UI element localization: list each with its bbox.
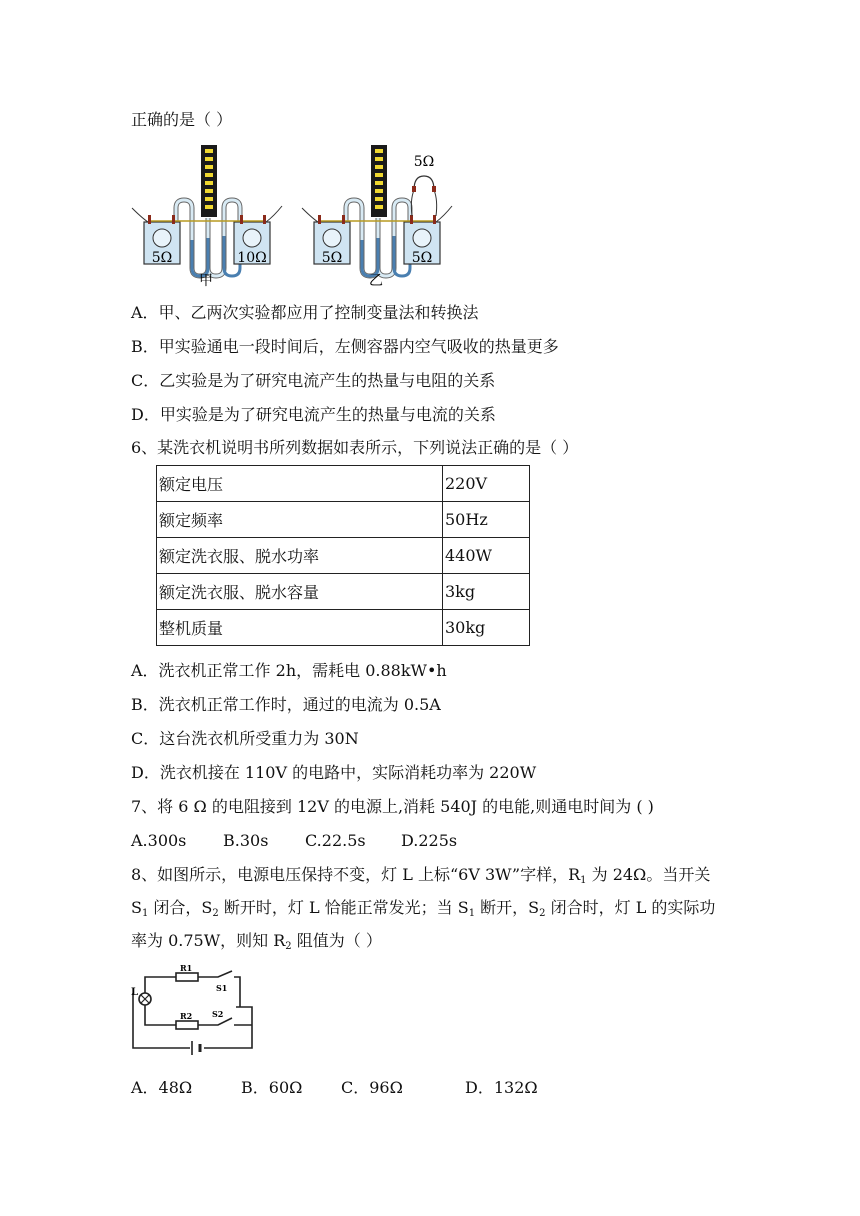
q8-l2-e: 闭合时，灯 L 的实际功 bbox=[545, 898, 716, 917]
jia-left-resistance: 5Ω bbox=[151, 250, 173, 266]
table-row bbox=[157, 610, 530, 646]
table-row bbox=[157, 502, 530, 538]
q5-option-b: B．甲实验通电一段时间后，左侧容器内空气吸收的热量更多 bbox=[131, 337, 559, 356]
q8-l2-b: 闭合，S bbox=[148, 898, 213, 917]
q8-stem-line-2 bbox=[131, 898, 715, 924]
q7-stem: 7、将 6 Ω 的电阻接到 12V 的电源上,消耗 540J 的电能,则通电时间为 ( ) bbox=[131, 797, 654, 816]
q6-option-d: D．洗衣机接在 110V 的电路中，实际消耗功率为 220W bbox=[131, 763, 537, 782]
q7-option-a: A.300s bbox=[131, 831, 187, 850]
lamp-label: L bbox=[131, 987, 139, 998]
q8-options bbox=[131, 1078, 538, 1098]
spec-key: 整机质量 bbox=[157, 610, 443, 646]
q8-option-b: B．60Ω bbox=[241, 1078, 303, 1097]
q8-option-d: D．132Ω bbox=[465, 1078, 538, 1097]
q7-options bbox=[131, 831, 457, 851]
spec-key: 额定洗衣服、脱水功率 bbox=[157, 538, 443, 574]
q8-l2-d: 断开，S bbox=[475, 898, 540, 917]
q8-stem-line-3 bbox=[131, 931, 382, 957]
yi-parallel-resistance: 5Ω bbox=[413, 154, 435, 170]
q8-l2-c: 断开时，灯 L 恰能正常发光；当 S bbox=[218, 898, 469, 917]
q8-l2-sub3: 1 bbox=[468, 908, 476, 919]
spec-value: 3kg bbox=[443, 574, 530, 610]
q8-l1-b: 为 24Ω。当开关 bbox=[586, 865, 711, 884]
q8-l2-a: S bbox=[131, 898, 142, 917]
r1-label: R1 bbox=[180, 965, 193, 973]
spec-value: 220V bbox=[443, 466, 530, 502]
q5-option-c: C．乙实验是为了研究电流产生的热量与电阻的关系 bbox=[131, 371, 496, 390]
table-row bbox=[157, 538, 530, 574]
q7-option-b: B.30s bbox=[223, 831, 269, 850]
q6-stem: 6、某洗衣机说明书所列数据如表所示，下列说法正确的是（ ） bbox=[131, 438, 579, 457]
q8-l2-sub2: 2 bbox=[212, 908, 219, 919]
q8-l1-sub: 1 bbox=[580, 875, 587, 886]
jia-label: 甲 bbox=[199, 273, 213, 289]
q5-option-a: A．甲、乙两次实验都应用了控制变量法和转换法 bbox=[131, 303, 479, 322]
q7-option-d: D.225s bbox=[401, 831, 458, 850]
q8-l3-a: 率为 0.75W，则知 R bbox=[131, 931, 286, 950]
q8-l3-sub: 2 bbox=[285, 941, 292, 952]
q8-l2-sub1: 1 bbox=[141, 908, 149, 919]
q5-stem-tail: 正确的是（ ） bbox=[131, 110, 233, 129]
q8-option-c: C．96Ω bbox=[341, 1078, 403, 1097]
s2-label: S2 bbox=[212, 1009, 224, 1019]
spec-value: 440W bbox=[443, 538, 530, 574]
q8-l2-sub4: 2 bbox=[539, 908, 546, 919]
spec-value: 30kg bbox=[443, 610, 530, 646]
spec-key: 额定洗衣服、脱水容量 bbox=[157, 574, 443, 610]
joule-heating-apparatus-figure bbox=[128, 140, 468, 292]
spec-key: 额定频率 bbox=[157, 502, 443, 538]
q8-stem-line-1 bbox=[131, 865, 710, 891]
q6-option-a: A．洗衣机正常工作 2h，需耗电 0.88kW•h bbox=[131, 661, 447, 680]
r2-label: R2 bbox=[180, 1011, 193, 1021]
spec-key: 额定电压 bbox=[157, 466, 443, 502]
yi-right-resistance: 5Ω bbox=[411, 250, 433, 266]
table-row bbox=[157, 574, 530, 610]
table-row bbox=[157, 466, 530, 502]
q6-option-b: B．洗衣机正常工作时，通过的电流为 0.5A bbox=[131, 695, 441, 714]
spec-value: 50Hz bbox=[443, 502, 530, 538]
q7-option-c: C.22.5s bbox=[305, 831, 366, 850]
yi-left-resistance: 5Ω bbox=[321, 250, 343, 266]
circuit-diagram bbox=[128, 965, 263, 1060]
q8-l1-a: 8、如图所示，电源电压保持不变，灯 L 上标“6V 3W”字样，R bbox=[131, 865, 581, 884]
s1-label: S1 bbox=[216, 983, 228, 993]
yi-label: 乙 bbox=[369, 273, 383, 289]
jia-right-resistance: 10Ω bbox=[237, 250, 267, 266]
q6-option-c: C．这台洗衣机所受重力为 30N bbox=[131, 729, 359, 748]
q8-option-a: A．48Ω bbox=[131, 1078, 193, 1097]
q5-option-d: D．甲实验是为了研究电流产生的热量与电流的关系 bbox=[131, 405, 496, 424]
washing-machine-spec-table bbox=[156, 465, 530, 646]
q8-l3-b: 阻值为（ ） bbox=[291, 931, 382, 950]
